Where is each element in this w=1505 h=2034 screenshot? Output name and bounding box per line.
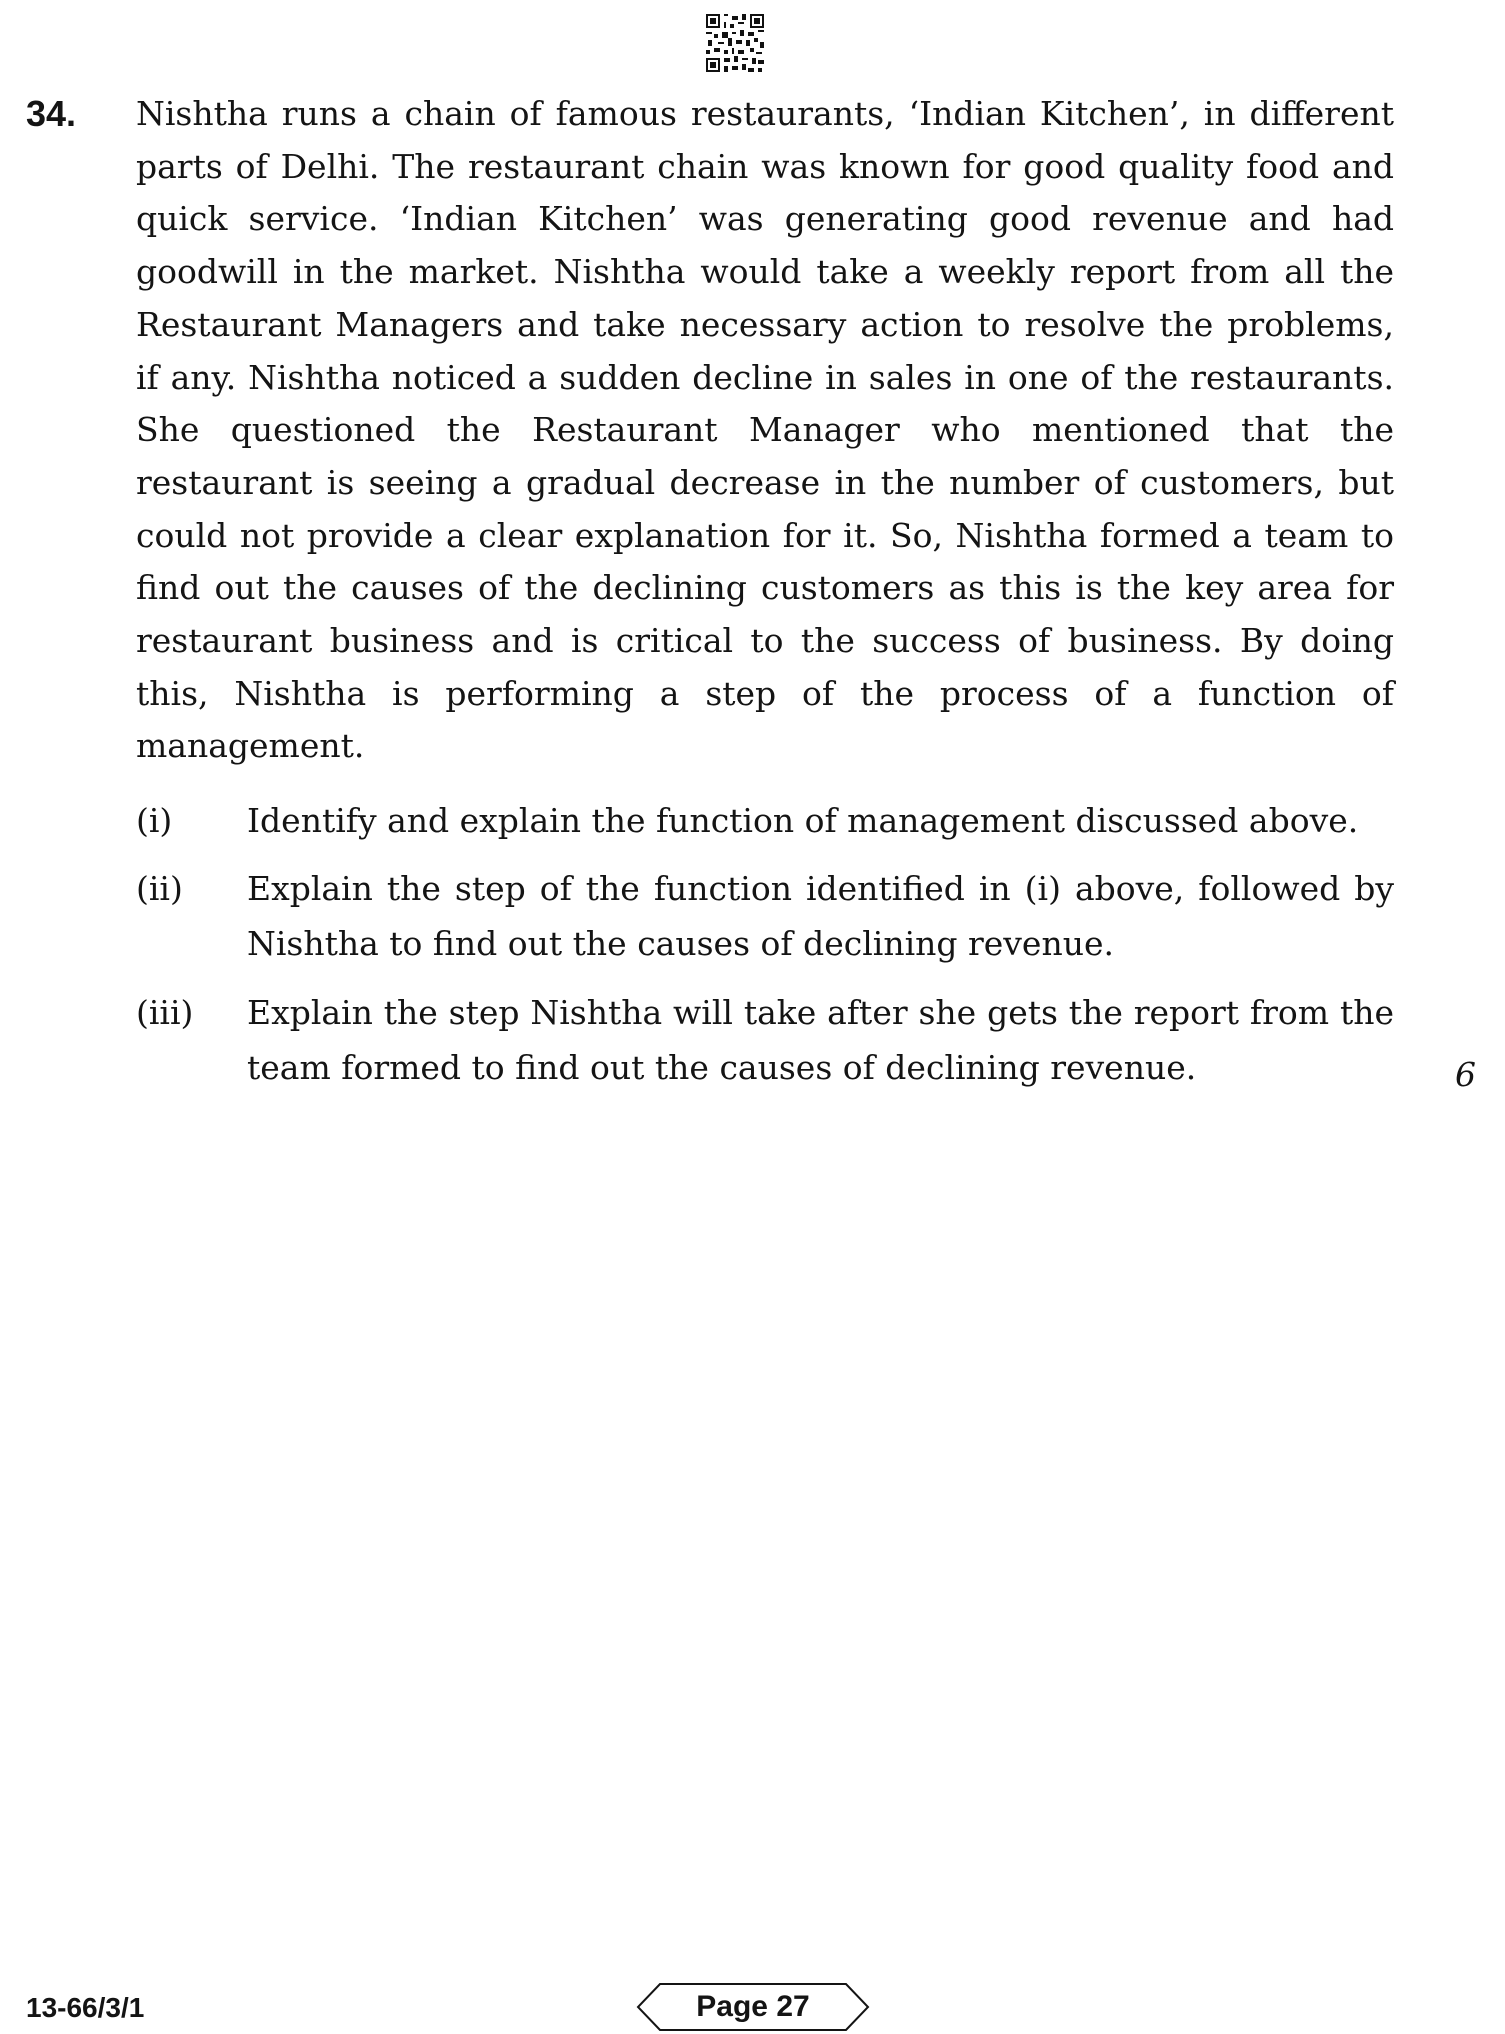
page-number: Page 27: [696, 1990, 810, 2023]
question-text: Nishtha runs a chain of famous restaurants, ‘Indian Kitchen’, in different parts of Delhi. The restaurant chain was known for good quality food and quick service. ‘Indian Kitchen’ was generating good revenue and had goodwill in the market. Nishtha would take a weekly report from all the Restaurant Managers and take necessary action to resolve the problems, if any. Nishtha noticed a sudden decline in sales in one of the restaurants. She questioned the Restaurant Manager who mentioned that the restaurant is seeing a gradual decrease in the number of customers, but could not provide a clear explanation for it. So, Nishtha formed a team to find out the causes of the declining customers as this is the key area for restaurant business and is critical to the success of business. By doing this, Nishtha is performing a step of the process of a function of management.: [136, 94, 1394, 766]
question-number: 34.: [26, 93, 77, 134]
sub-question-text: Explain the step of the function identified in (i) above, followed by Nishtha to find out the causes of declining revenue.: [247, 869, 1394, 963]
paper-code: 13-66/3/1: [26, 1992, 145, 2023]
sub-question-label: (iii): [136, 993, 194, 1032]
page-number-badge: [636, 1982, 870, 2032]
marks-value: 6: [1455, 1055, 1476, 1094]
sub-question-text: Explain the step Nishtha will take after she gets the report from the team formed to find out the causes of declining revenue.: [247, 993, 1394, 1087]
sub-question-label: (ii): [136, 869, 183, 908]
qr-code-icon: [706, 14, 764, 72]
sub-question-label: (i): [136, 801, 173, 840]
sub-question-text: Identify and explain the function of management discussed above.: [247, 801, 1359, 840]
